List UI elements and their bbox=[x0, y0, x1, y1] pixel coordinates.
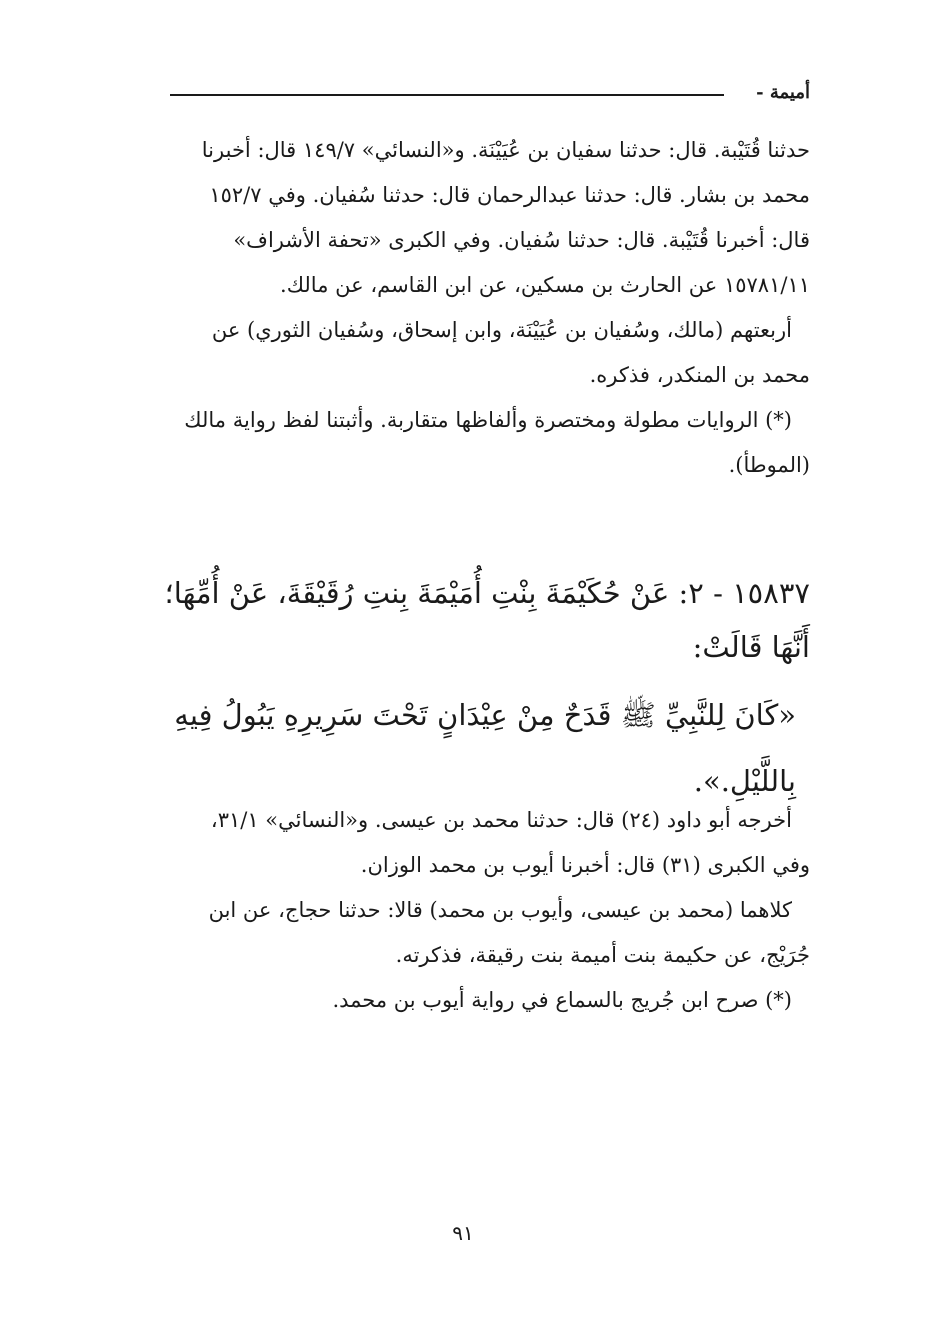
text-line: جُرَيْج، عن حكيمة بنت أميمة بنت رقيقة، فذكرته. bbox=[395, 943, 810, 967]
text-line: أربعتهم (مالك، وسُفيان بن عُيَيْنَة، وابن إسحاق، وسُفيان الثوري) عن bbox=[211, 318, 792, 342]
header-title: أميمة - bbox=[756, 82, 810, 103]
header-rule bbox=[170, 94, 724, 96]
text-line: حدثنا قُتَيْبة. قال: حدثنا سفيان بن عُيَيْنَة. و«النسائي» ١٤٩/٧ قال: أخبرنا bbox=[201, 138, 810, 162]
hadith-block bbox=[110, 566, 810, 814]
sources-section-1 bbox=[110, 128, 810, 488]
note-line: (*) صرح ابن جُريج بالسماع في رواية أيوب بن محمد. bbox=[332, 988, 792, 1012]
hadith-text-line: «كَانَ لِلنَّبِيِّ ﷺ قَدَحٌ مِنْ عِيْدَانٍ تَحْتَ سَرِيرِهِ يَبُولُ فِيهِ bbox=[174, 698, 796, 732]
page-number: ٩١ bbox=[452, 1221, 474, 1245]
hadith-text-line: بِاللَّيْلِ.». bbox=[693, 764, 796, 798]
note-line: (الموطأ). bbox=[728, 453, 810, 477]
text-line: محمد بن المنكدر، فذكره. bbox=[589, 363, 810, 387]
text-line: وفي الكبرى (٣١) قال: أخبرنا أيوب بن محمد الوزان. bbox=[360, 853, 810, 877]
text-line: قال: أخبرنا قُتَيْبة. قال: حدثنا سُفيان. وفي الكبرى «تحفة الأشراف» bbox=[233, 228, 810, 252]
note-line: (*) الروايات مطولة ومختصرة وألفاظها متقاربة. وأثبتنا لفظ رواية مالك bbox=[184, 408, 792, 432]
sources-section-2 bbox=[110, 798, 810, 1023]
text-line: كلاهما (محمد بن عيسى، وأيوب بن محمد) قالا: حدثنا حجاج، عن ابن bbox=[208, 898, 792, 922]
hadith-heading-line: ١٥٨٣٧ - ٢: عَنْ حُكَيْمَةَ بِنْتِ أُمَيْمَةَ بِنتِ رُقَيْقَةَ، عَنْ أُمِّهَا؛ bbox=[164, 576, 810, 610]
text-line: أخرجه أبو داود (٢٤) قال: حدثنا محمد بن عيسى. و«النسائي» ٣١/١، bbox=[210, 808, 792, 832]
running-header bbox=[170, 78, 810, 108]
hadith-heading-line: أَنَّهَا قَالَتْ: bbox=[692, 630, 810, 664]
text-line: محمد بن بشار. قال: حدثنا عبدالرحمان قال: حدثنا سُفيان. وفي ١٥٢/٧ bbox=[209, 183, 810, 207]
text-line: ١٥٧٨١/١١ عن الحارث بن مسكين، عن ابن القاسم، عن مالك. bbox=[280, 273, 810, 297]
